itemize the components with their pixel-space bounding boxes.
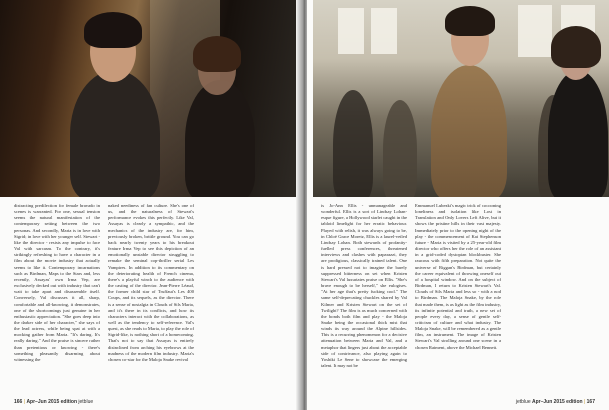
column-text: naked neediness of fan culture. She's one of us, and the naturalness of Stewart's performance evokes this perfectly. Like Val, Assayas is clearly a sympathic, and the mechanics of the industry are, for him, previously broken, brittle ground. You can go back nearly twenty years to his breakout feature Irma Vep to see this depiction of an emotionally unstable director struggling to remake the seminal cop-thriller serial Les Vampires. In addition to its commentary on the deteriorating health of French cinema, there's a playful winch to the audience with the casting of the director. Jean-Pierre Léaud, the former child star of Truffaut's Les 400 Coups, and its sequels, as the director. There is a sense of nostalgia in Clouds of Sils Maria, and it's there in its conflicts, and how its characters interact with the collaborations, as well as the tendency to self-reference. Val's quest, as she reads to Maria, to play the role of Sigrid-like, is nothing short of a homecoming. That's not to say that Assayas is entirely disinclined from arching his eyebrows at the madness of the modern film industry. Maria's chosen co-star for the Maloja Snake revival	[108, 203, 194, 362]
article-column-4	[321, 203, 407, 393]
left-page	[0, 0, 302, 410]
film-still-left	[0, 0, 296, 197]
brand-label: jetblue	[515, 399, 531, 405]
article-column-1	[14, 203, 100, 393]
article-column-2	[108, 203, 194, 393]
column-text: is Jo-Ann Ellis - unmanageable and wonderful. Ellis is a sort of Lindsay Lohan-esque figure, a Hollywood starlet caught in the tabloid limelight for her erratic behaviour. Played with relish, it was always going to be, in Chloë Grace Moretz, Ellis is a laurel-veiled Lindsay Lohan. Both stewards of profanity-fuelled press conferences, threatened interviews and clashes with paparazzi, they are prodigious, classically trained talent. One is hard pressed not to imagine the barely suppressed bitterness on set when Kristen Stewart's Val luxuriates praise on Ellis. "She's brave enough to be herself," she eulogises. "At her age that's pretty fucking cool." The same self-deprecating chuckles shared by Val Kilmer and Kristen Stewart on the set of Twilight? The film is as much concerned with the bonds both film and play - the Maloja Snake being the occasional thick mist that winds its way around the Alpine hillsides. This is a recurring phenomenon for a decisive attenuation between Maria and Val, and a metaphor that lingers just about the acceptable side of contrivance, also playing again to Yoshiki Le Sene to showcase the emerging talent. It may not be	[321, 203, 407, 369]
column-text: Emmanuel Lubezki's magic trick of cocooning loneliness and isolation like Lost in Translation and Only Lovers Left Alive, but it shows the pristine hills in their vast majesty. Immediately prior to the opening night of the play - the commencement of Kai Stephenson future - Maria is visited by a 25-year-old film director who offers her the role of an assistant in a grid-coded dystopian blockbuster. She raucous with fifth preparation. Not quite the universe of Riggan's Birdman, but certainly the career equivalent of throwing oneself out of a hospital window. And on the subject of Birdman, I return to Kristen Stewart's Val. Clouds of Sils Maria and less so - with a nod to Birdman. The Maloja Snake, by the role that made them, is as light as the film industry, its infinite potential and truth, a new set of people every day, a sense of gentle self-criticism of culture and what industry. The Maloja Snake, will be remembered as a gentle film, an instrument. The image of Kristen Stewart's Val strolling around one scene in a chosen Raiment, above the Michael Bennett.	[415, 203, 501, 350]
page-number: 166	[14, 399, 23, 405]
film-still-right	[313, 0, 609, 197]
brand-label: jetblue	[78, 399, 94, 405]
page-number: 167	[586, 399, 595, 405]
page-footer: 166 | Apr–Jun 2015 edition jetblue	[14, 399, 94, 405]
issue-label: Apr–Jun 2015 edition	[531, 399, 583, 405]
article-column-5	[415, 203, 501, 393]
issue-label: Apr–Jun 2015 edition	[26, 399, 78, 405]
column-text: distracting predilection for female bravado in scenes is warranted. For one, sexual tension seems the natural manifestation of the contemporary setting between the two personas. And secondly, Maria is in love with Sigrid; in love with her younger self. Stewart - like the director - resists any impulse to face Val with sarcasm. To the contrary, it's strikingly refreshing to have a character in a film about the movie industry that actually seems to like it. Contemporary incarnations such as Birdman, Maps to the Stars and, less recently, Assayas' own Irma Vep, are exclusively decked out with industry that can't wait to take apart and disassemble itself. Conversely, Val discusses it all, sharp, comfortable and all-knowing, it demonstrates, one of the shortcomings just genuine in her enthusiastic appreciation. "She goes deep into the darker side of her character," she says of the lead actress, while being spat at with a mocking gather from Maria. "It's daring. It's really daring." And the praise is sincere rather than pretentious or knowing - there's something pleasantly disarming about witnessing the	[14, 203, 100, 362]
page-footer: jetblue Apr–Jun 2015 edition | 167	[515, 399, 595, 405]
